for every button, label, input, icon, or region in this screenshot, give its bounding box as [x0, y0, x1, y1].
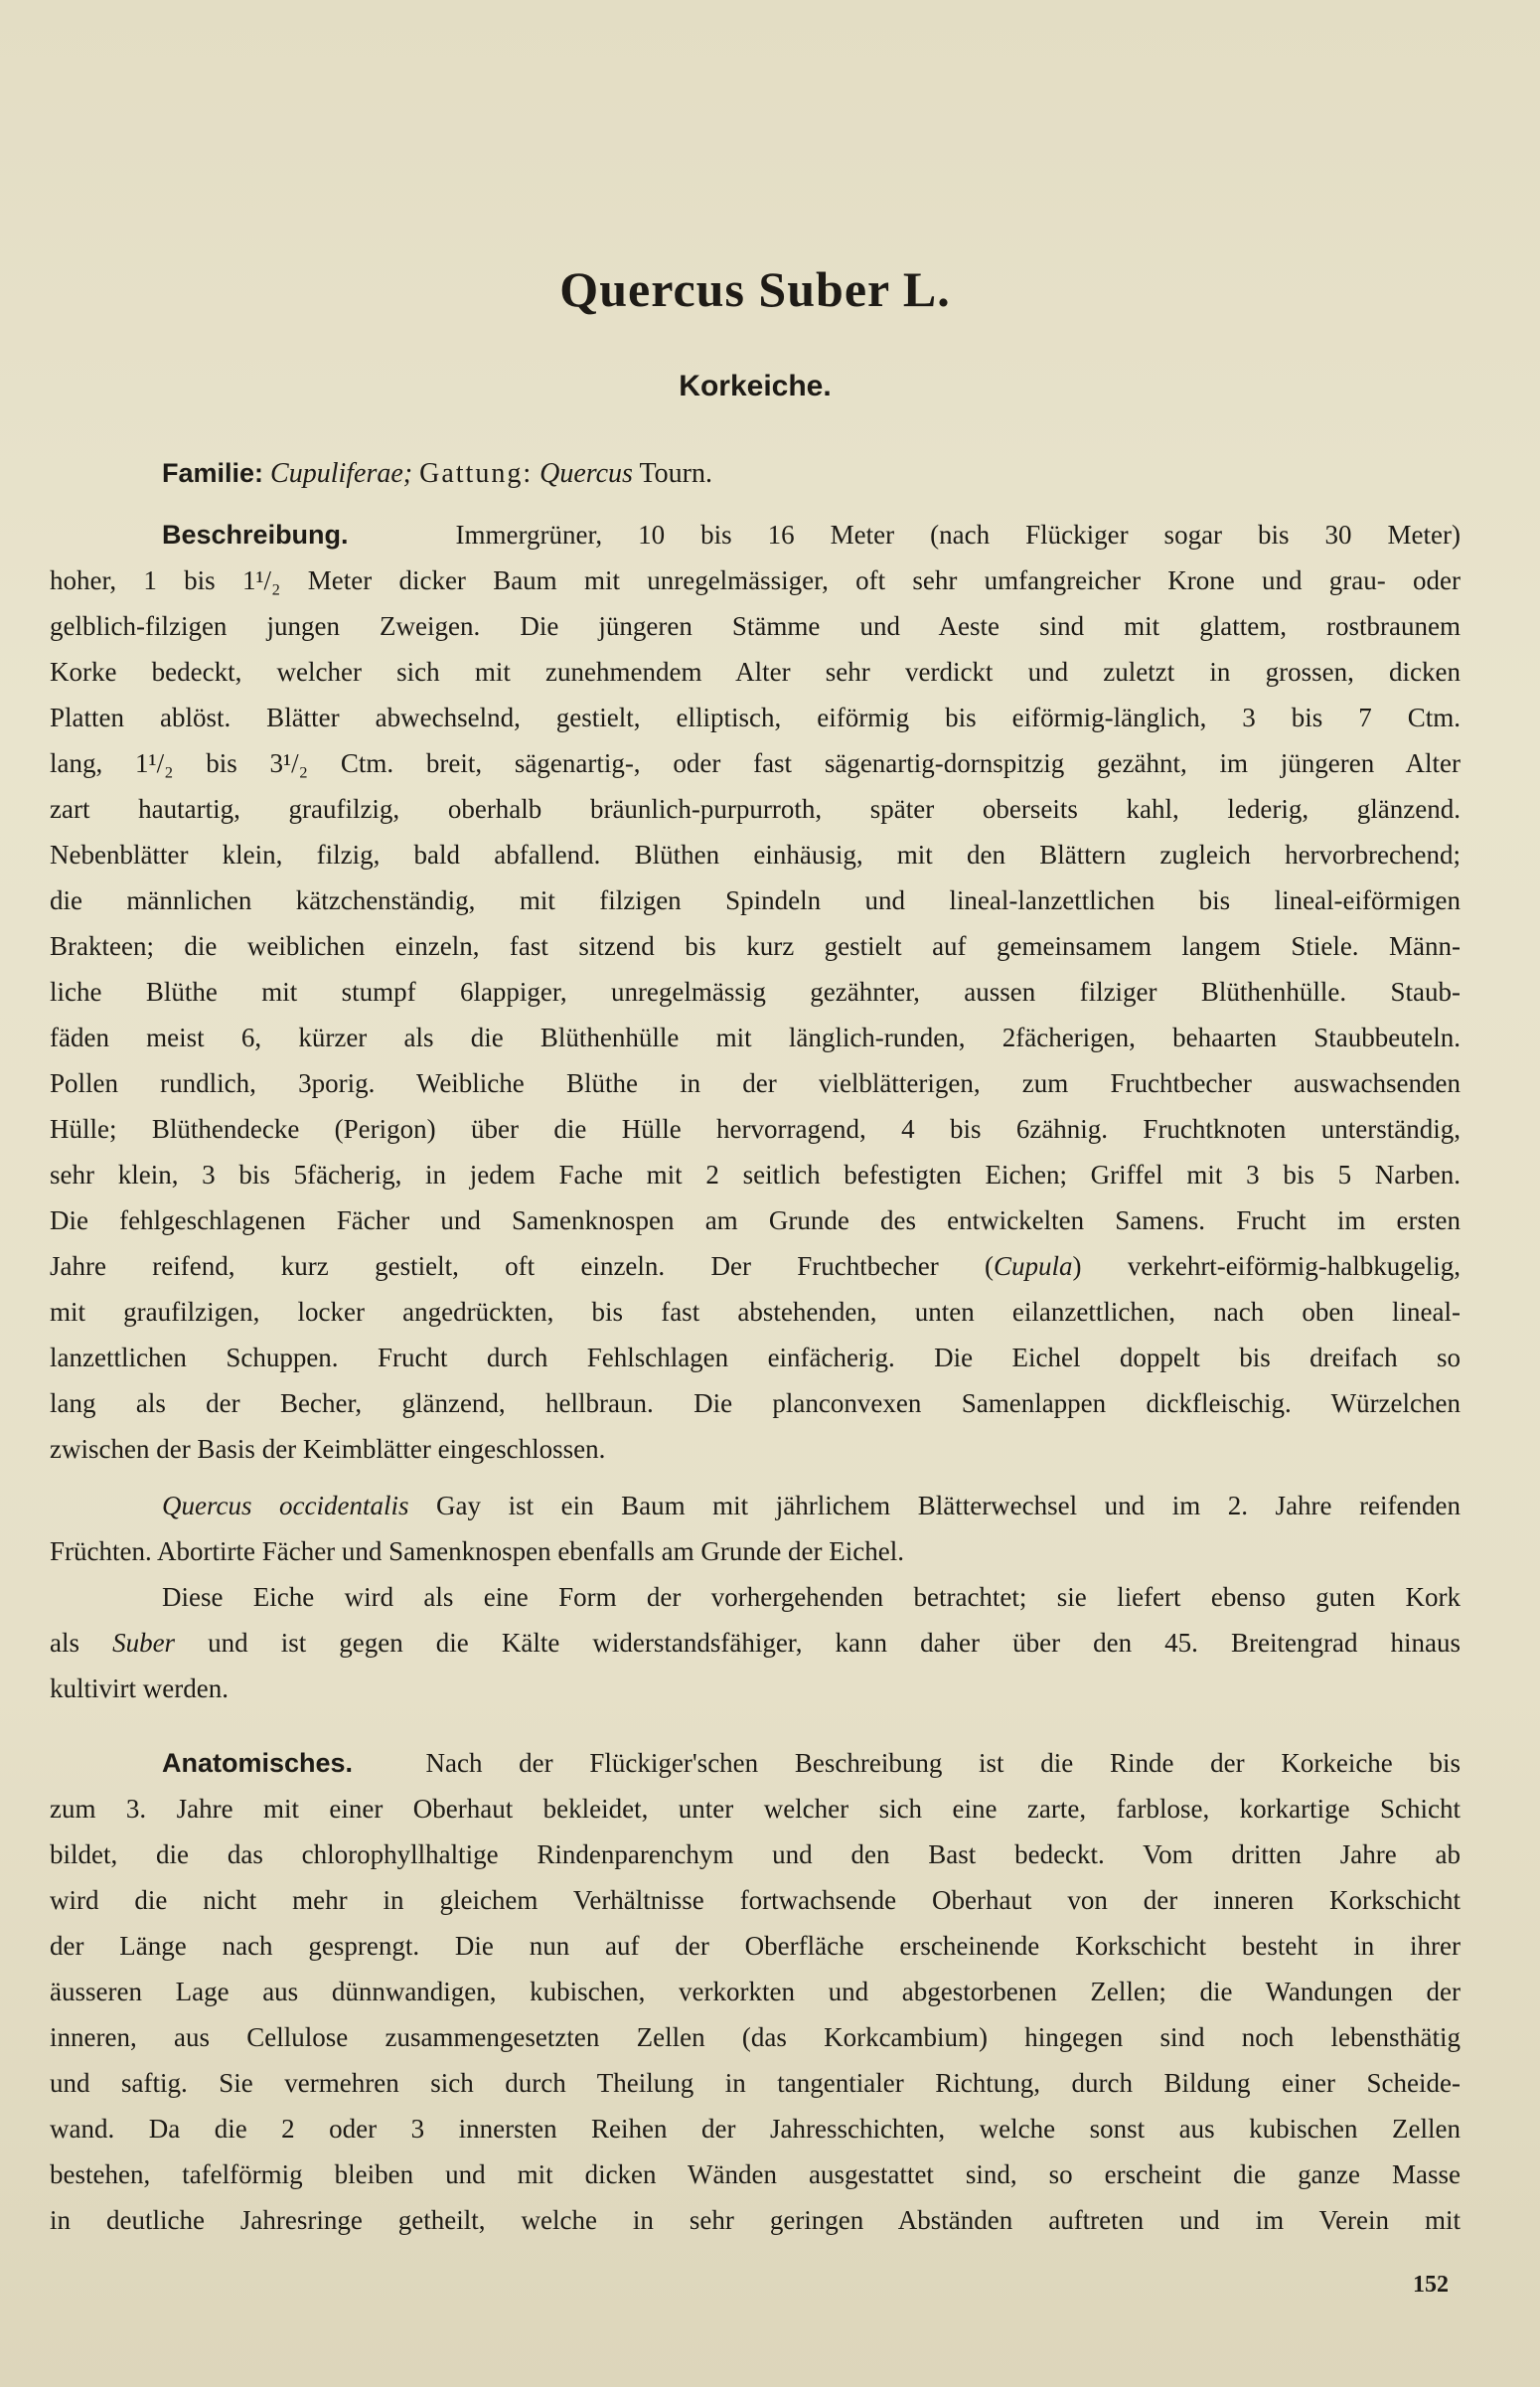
taxonomy-line	[162, 458, 712, 490]
page-number: 152	[1413, 2272, 1449, 2298]
gattung-label: Gattung:	[419, 458, 534, 489]
paragraph-line: sehr klein, 3 bis 5fächerig, in jedem Fache mit 2 seitlich befestigten Eichen; Griffel mit 3 bis 5 Narben.	[50, 1160, 1461, 1190]
gattung-value: Quercus	[539, 458, 633, 489]
paragraph-line: gelblich-filzigen jungen Zweigen. Die jüngeren Stämme und Aeste sind mit glattem, rostbraunem	[50, 611, 1461, 641]
paragraph-line: lanzettlichen Schuppen. Frucht durch Fehlschlagen einfächerig. Die Eichel doppelt bis dreifach so	[50, 1343, 1461, 1372]
beschreibung-paragraph	[50, 512, 1461, 1472]
paragraph-line: Die fehlgeschlagenen Fächer und Samenknospen am Grunde des entwickelten Samens. Frucht im ersten	[50, 1205, 1461, 1235]
paragraph-line: Quercus occidentalis Gay ist ein Baum mit jährlichem Blätterwechsel und im 2. Jahre reifenden	[162, 1491, 1462, 1520]
paragraph-line: mit graufilzigen, locker angedrückten, bis fast abstehenden, unten eilanzettlichen, nach oben lineal-	[50, 1297, 1461, 1327]
paragraph-line: wand. Da die 2 oder 3 innersten Reihen der Jahresschichten, welche sonst aus kubischen Zellen	[50, 2114, 1461, 2144]
paragraph-line: liche Blüthe mit stumpf 6lappiger, unregelmässig gezähnter, aussen filziger Blüthenhülle. Staub-	[50, 977, 1461, 1007]
paragraph-line: Früchten. Abortirte Fächer und Samenknospen ebenfalls am Grunde der Eichel.	[50, 1536, 904, 1566]
paragraph-line: Anatomisches. Nach der Flückiger'schen Beschreibung ist die Rinde der Korkeiche bis	[162, 1748, 1461, 1778]
paragraph-line: kultivirt werden.	[50, 1673, 229, 1703]
paragraph-line: Platten ablöst. Blätter abwechselnd, gestielt, elliptisch, eiförmig bis eiförmig-länglich, 3 bis 7 Ctm.	[50, 703, 1461, 732]
anatomisches-paragraph	[50, 1740, 1461, 2243]
paragraph-line: Beschreibung. Immergrüner, 10 bis 16 Meter (nach Flückiger sogar bis 30 Meter)	[162, 520, 1462, 550]
paragraph-line: die männlichen kätzchenständig, mit filzigen Spindeln und lineal-lanzettlichen bis lineal-eiförmigen	[50, 885, 1461, 915]
paragraph-line: zwischen der Basis der Keimblätter eingeschlossen.	[50, 1434, 606, 1464]
paragraph-line: fäden meist 6, kürzer als die Blüthenhülle mit länglich-runden, 2fächerigen, behaarten Staubbeuteln.	[50, 1023, 1461, 1052]
paragraph-line: Hülle; Blüthendecke (Perigon) über die Hülle hervorragend, 4 bis 6zähnig. Fruchtknoten unterständig,	[50, 1114, 1461, 1144]
author-abbrev: Tourn.	[639, 458, 712, 489]
paragraph-line: hoher, 1 bis 1¹/₂ Meter dicker Baum mit unregelmässiger, oft sehr umfangreicher Krone und grau- oder	[50, 565, 1461, 595]
paragraph-line: in deutliche Jahresringe getheilt, welche in sehr geringen Abständen auftreten und im Verein mit	[50, 2205, 1461, 2235]
form-paragraph	[50, 1574, 1461, 1711]
paragraph-line: lang, 1¹/₂ bis 3¹/₂ Ctm. breit, sägenartig-, oder fast sägenartig-dornspitzig gezähnt, im jüngeren Alter	[50, 748, 1461, 778]
paragraph-line: Korke bedeckt, welcher sich mit zunehmendem Alter sehr verdickt und zuletzt in grossen, dicken	[50, 657, 1461, 687]
paragraph-line: lang als der Becher, glänzend, hellbraun. Die planconvexen Samenlappen dickfleischig. Würzelchen	[50, 1388, 1461, 1418]
page-subtitle: Korkeiche.	[679, 370, 832, 402]
paragraph-line: Brakteen; die weiblichen einzeln, fast sitzend bis kurz gestielt auf gemeinsamem langem Stiele. Männ-	[50, 931, 1461, 961]
paragraph-line: inneren, aus Cellulose zusammengesetzten Zellen (das Korkcambium) hingegen sind noch lebensthätig	[50, 2022, 1461, 2052]
paragraph-line: bildet, die das chlorophyllhaltige Rindenparenchym und den Bast bedeckt. Vom dritten Jahre ab	[50, 1839, 1461, 1869]
paragraph-line: äusseren Lage aus dünnwandigen, kubischen, verkorkten und abgestorbenen Zellen; die Wandungen der	[50, 1977, 1461, 2006]
beschreibung-heading: Beschreibung.	[162, 520, 349, 550]
familie-value: Cupuliferae;	[270, 458, 413, 489]
page-title: Quercus Suber L.	[559, 261, 951, 317]
paragraph-line: wird die nicht mehr in gleichem Verhältnisse fortwachsende Oberhaut von der inneren Korkschicht	[50, 1885, 1461, 1915]
paragraph-line: als Suber und ist gegen die Kälte widerstandsfähiger, kann daher über den 45. Breitengrad hinaus	[50, 1628, 1461, 1658]
paragraph-line: und saftig. Sie vermehren sich durch Theilung in tangentialer Richtung, durch Bildung einer Scheide-	[50, 2068, 1461, 2098]
paragraph-line: der Länge nach gesprengt. Die nun auf der Oberfläche erscheinende Korkschicht besteht in ihrer	[50, 1931, 1461, 1961]
paragraph-line: Pollen rundlich, 3porig. Weibliche Blüthe in der vielblätterigen, zum Fruchtbecher auswachsenden	[50, 1068, 1461, 1098]
paragraph-line: bestehen, tafelförmig bleiben und mit dicken Wänden ausgestattet sind, so erscheint die ganze Masse	[50, 2159, 1461, 2189]
paragraph-line: zart hautartig, graufilzig, oberhalb bräunlich-purpurroth, später oberseits kahl, lederig, glänzend.	[50, 794, 1461, 824]
paragraph-line: Diese Eiche wird als eine Form der vorhergehenden betrachtet; sie liefert ebenso guten Kork	[162, 1582, 1461, 1612]
paragraph-line: Jahre reifend, kurz gestielt, oft einzeln. Der Fruchtbecher (Cupula) verkehrt-eiförmig-halbkugelig,	[50, 1251, 1461, 1281]
occidentalis-paragraph	[50, 1483, 1461, 1574]
familie-label: Familie:	[162, 458, 264, 488]
paragraph-line: zum 3. Jahre mit einer Oberhaut bekleidet, unter welcher sich eine zarte, farblose, korkartige Schicht	[50, 1794, 1461, 1824]
paragraph-line: Nebenblätter klein, filzig, bald abfallend. Blüthen einhäusig, mit den Blättern zugleich hervorbrechend;	[50, 840, 1461, 870]
anatomisches-heading: Anatomisches.	[162, 1748, 354, 1778]
